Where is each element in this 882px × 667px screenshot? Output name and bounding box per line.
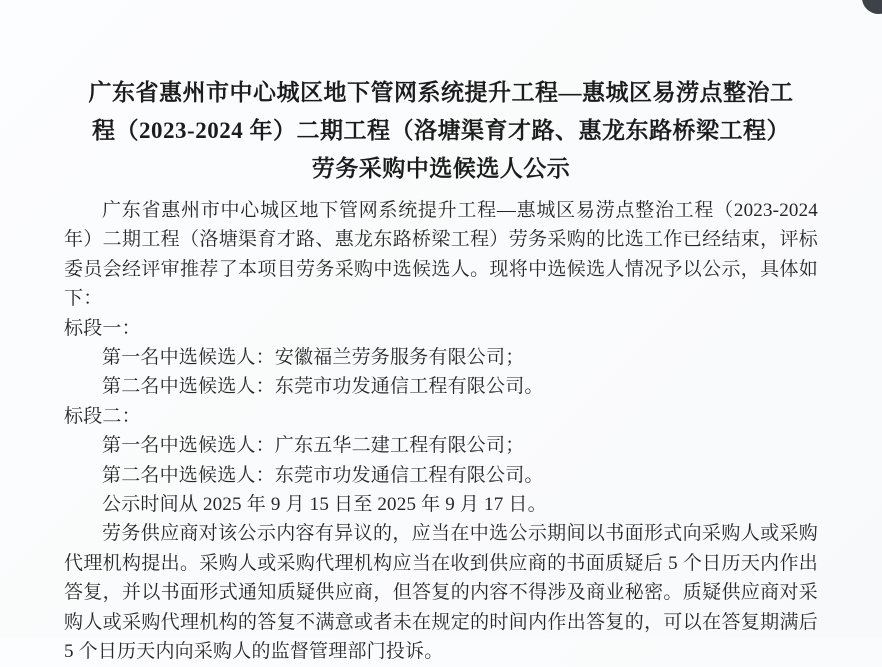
lot-1-candidate-2: 第二名中选候选人：东莞市功发通信工程有限公司。	[102, 376, 544, 398]
lot-2-label: 标段二：	[64, 405, 141, 427]
objection-paragraph: 劳务供应商对该公示内容有异议的，应当在中选公示期间以书面形式向采购人或采购代理机构提出。采购人或采购代理机构应当在收到供应商的书面质疑后 5 个日历天内作出答复，并以书面形式通知质疑供应商，但答复的内容不得涉及商业秘密。质疑供应商对采购人或采购代理机构的答复不满意或者未在规定的时间内作出答复的，可以在答复期满后 5 个日历天内向采购人的监督管理部门投诉。	[64, 523, 818, 663]
announcement-body	[64, 196, 818, 667]
announcement-title-line-3: 劳务采购中选候选人公示	[311, 156, 571, 181]
announcement-title-line-1: 广东省惠州市中心城区地下管网系统提升工程—惠城区易涝点整治工	[88, 80, 794, 105]
lot-2-candidate-1: 第一名中选候选人：广东五华二建工程有限公司；	[102, 435, 525, 457]
lot-1-label: 标段一：	[64, 317, 141, 339]
intro-paragraph: 广东省惠州市中心城区地下管网系统提升工程—惠城区易涝点整治工程（2023-2024 年）二期工程（洛塘渠育才路、惠龙东路桥梁工程）劳务采购的比选工作已经结束，评标委员会经评审推荐了本项目劳务采购中选候选人。现将中选候选人情况予以公示，具体如下：	[64, 200, 818, 310]
announcement-title-line-2: 程（2023-2024 年）二期工程（洛塘渠育才路、惠龙东路桥梁工程）	[92, 118, 790, 143]
lot-2-candidate-2: 第二名中选候选人：东莞市功发通信工程有限公司。	[102, 464, 544, 486]
announcement-title	[64, 74, 818, 188]
publicity-period-line: 公示时间从 2025 年 9 月 15 日至 2025 年 9 月 17 日。	[102, 494, 547, 516]
corner-circle-widget[interactable]	[862, 0, 882, 14]
lot-1-candidate-1: 第一名中选候选人：安徽福兰劳务服务有限公司；	[102, 347, 525, 369]
